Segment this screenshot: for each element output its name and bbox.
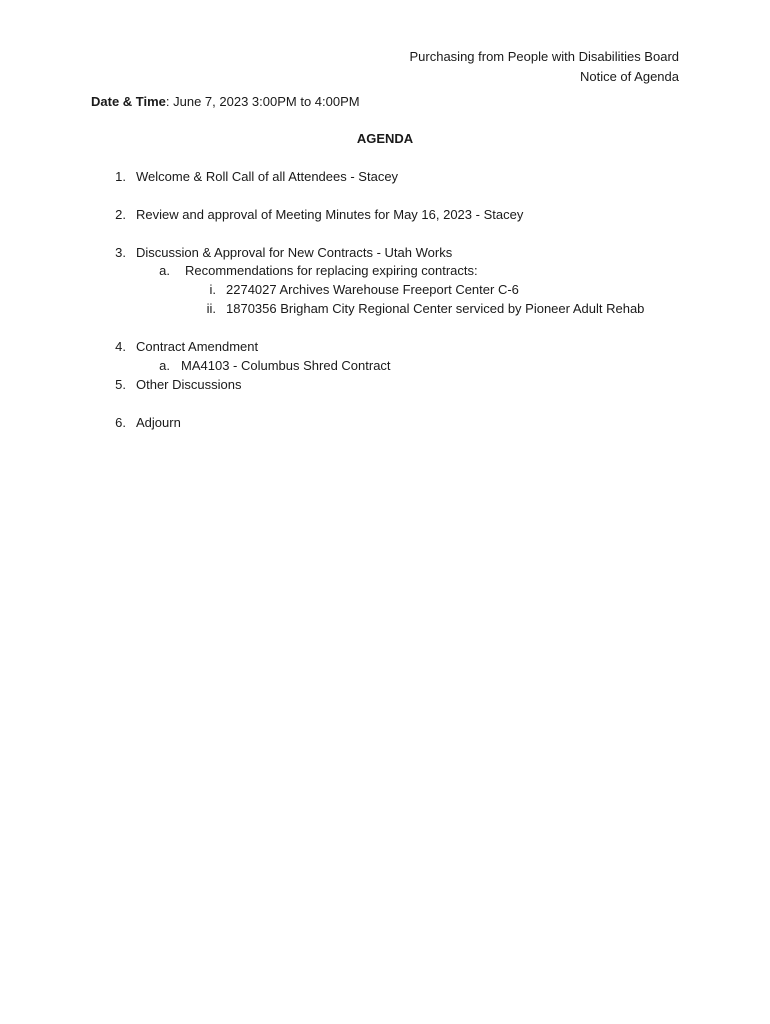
item-text: Other Discussions — [136, 377, 242, 392]
agenda-subitem-3a — [150, 263, 478, 278]
subitem-letter: a. — [159, 358, 170, 373]
board-name: Purchasing from People with Disabilities Board — [409, 49, 679, 64]
item-text: Review and approval of Meeting Minutes for May 16, 2023 - Stacey — [136, 207, 524, 222]
subitem-roman: i. — [209, 282, 216, 297]
item-text: Discussion & Approval for New Contracts - Utah Works — [136, 245, 453, 260]
subitem-text: Recommendations for replacing expiring contracts: — [185, 263, 478, 278]
agenda-item-5 — [110, 377, 241, 392]
agenda-item-2 — [110, 207, 523, 222]
agenda-subitem-4a — [150, 358, 391, 373]
agenda-item-3 — [110, 245, 452, 260]
document-header — [409, 47, 679, 87]
item-text: Contract Amendment — [136, 339, 259, 354]
subitem-text: 1870356 Brigham City Regional Center serviced by Pioneer Adult Rehab — [226, 301, 645, 316]
item-number: 5. — [115, 377, 126, 392]
subitem-roman: ii. — [206, 301, 216, 316]
subitem-letter: a. — [159, 263, 170, 278]
agenda-item-1 — [110, 169, 398, 184]
agenda-subitem-3a-i — [190, 282, 519, 297]
item-text: Welcome & Roll Call of all Attendees - Stacey — [136, 169, 399, 184]
agenda-subitem-3a-ii — [190, 301, 644, 316]
agenda-item-6 — [110, 415, 181, 430]
item-number: 3. — [115, 245, 126, 260]
meeting-datetime — [91, 94, 360, 109]
item-number: 4. — [115, 339, 126, 354]
item-text: Adjourn — [136, 415, 181, 430]
notice-title: Notice of Agenda — [579, 69, 679, 84]
item-number: 1. — [115, 169, 126, 184]
item-number: 6. — [115, 415, 126, 430]
item-number: 2. — [115, 207, 126, 222]
agenda-item-4 — [110, 339, 258, 354]
subitem-text: 2274027 Archives Warehouse Freeport Center C-6 — [226, 282, 519, 297]
subitem-text: MA4103 - Columbus Shred Contract — [181, 358, 391, 373]
datetime-value: : June 7, 2023 3:00PM to 4:00PM — [165, 94, 360, 109]
agenda-heading — [0, 131, 770, 146]
agenda-heading-text: AGENDA — [356, 131, 414, 146]
datetime-label: Date & Time — [91, 94, 166, 109]
